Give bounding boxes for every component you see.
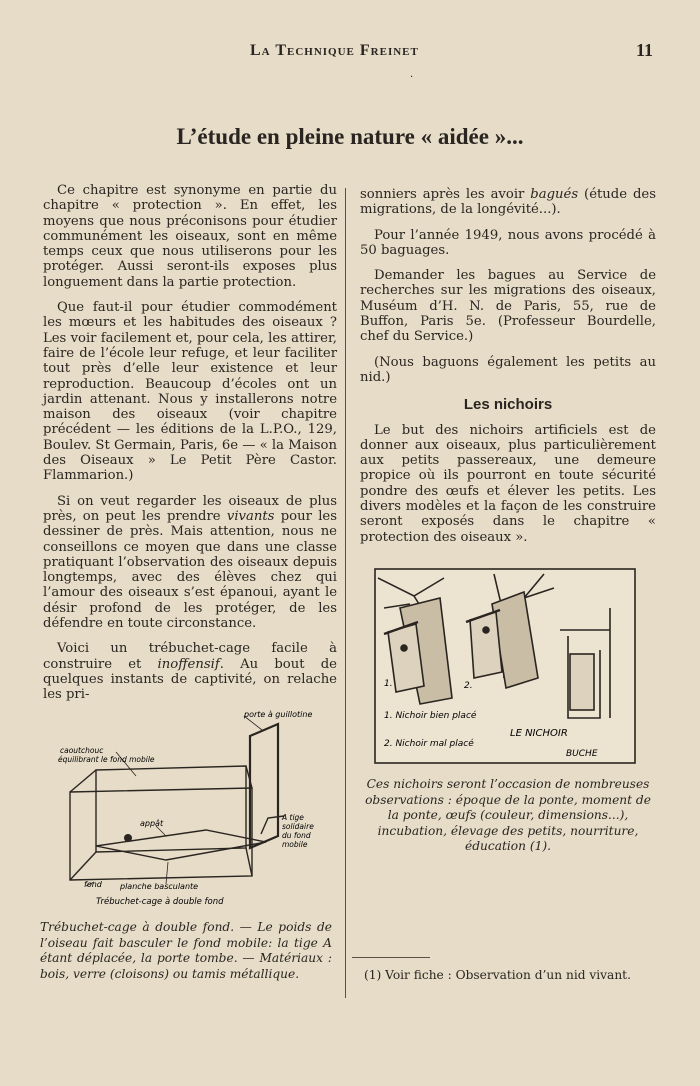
footnote-rule (352, 957, 430, 958)
figure-label: 1. (384, 679, 393, 689)
paragraph: Demander les bagues au Service de recherches sur les migrations des oiseaux, Muséum d’H. N. de Paris, 55, rue de Buffon, Paris 5e. (Professeur Bourdelle, chef du Service.) (360, 268, 656, 345)
figure-label: LE NICHOIR (510, 728, 568, 739)
figure-label: caoutchouc (60, 746, 104, 755)
emphasis: vivants (226, 508, 275, 524)
figure-label: mobile (282, 840, 308, 849)
chapter-title: L’étude en pleine nature « aidée »... (176, 124, 524, 149)
emphasis: bagués (530, 187, 579, 202)
text-run: Voici un trébuchet-cage facile à construire et (43, 641, 337, 672)
right-column (360, 187, 656, 555)
figure-label: A tige (282, 813, 304, 822)
text-run: . Au bout de quelques instants de captivité, on relache les pri- (43, 656, 337, 703)
paragraph (43, 641, 337, 702)
section-heading: Les nichoirs (463, 396, 553, 414)
page-number: 11 (636, 40, 654, 60)
figure-label: du fond (282, 831, 311, 840)
paragraph: (Nous baguons également les petits au nid.) (360, 354, 656, 385)
paragraph (43, 494, 337, 632)
figure-label: 2. Nichoir mal placé (384, 739, 474, 749)
trap-cage-illustration (56, 706, 324, 910)
figure-label: fond (84, 880, 102, 889)
figure-label: planche basculante (120, 882, 199, 891)
paragraph: Que faut-il pour étudier commodément les mœurs et les habitudes des oiseaux ? Les voir facilement et, pour cela, les attirer, faire de l’école leur refuge, et leur faciliter tout près d’elle leur existence et leur reproduction. Beaucoup d’écoles ont un jardin attenant. Nous y installerons notre maison des oiseaux (voir chapitre précédent — les éditions de la L.P.O., 129, Boulev. St Germain, Paris, 6e — « la Maison des Oiseaux » Le Petit Père Castor. Flammarion.) (43, 300, 337, 484)
text-run: sonniers après les avoir (360, 187, 531, 202)
figure-signature: Trébuchet-cage à double fond (96, 897, 224, 907)
figure-caption: Trébuchet-cage à double fond. — Le poids de l’oiseau fait basculer le fond mobile: la tige A étant déplacée, la porte tombe. — Matériaux : bois, verre (cloisons) ou tamis métallique. (40, 920, 332, 981)
figure-label: 2. (464, 681, 473, 691)
paragraph: Ce chapitre est synonyme en partie du chapitre « protection ». En effet, les moyens que nous préconisons pour étudier communément les oiseaux, sont en même temps ceux que nous utiliserons pour les protéger. Aussi seront-ils exposes plus longuement dans la partie protection. (43, 183, 337, 290)
figure-caption: Ces nichoirs seront l’occasion de nombreuses observations : époque de la ponte, moment de la ponte, œufs (couleur, dimensions...), incubation, élevage des petits, nourriture, éducation (1). (365, 777, 651, 853)
figure-label: 1. Nichoir bien placé (384, 711, 477, 721)
text-run: (étude des migrations, de la longévité...). (360, 187, 656, 218)
emphasis: inoffensif (157, 656, 220, 672)
footnote: (1) Voir fiche : Observation d’un nid vivant. (364, 968, 631, 982)
figure-label: porte à guillotine (244, 710, 313, 719)
figure-label: solidaire (282, 822, 314, 831)
figure-label: équilibrant le fond mobile (58, 755, 155, 764)
left-column (43, 183, 337, 713)
figure-label: appât (140, 819, 164, 828)
text-run: Si on veut regarder les oiseaux de plus près, on peut les prendre (43, 493, 337, 524)
figure-label: BUCHE (566, 749, 598, 759)
nest-box-illustration (374, 568, 636, 764)
paragraph (360, 187, 656, 218)
text-run: pour les dessiner de près. Mais attention, nous ne conseillons ce moyen que dans une classe pratiquant l’observation des oiseaux depuis longtemps, avec des élèves chez qui l’amour des oiseaux s’est épanoui, ayant le désir profond de les protéger, de les défendre en toute circonstance. (43, 508, 337, 632)
paragraph: Le but des nichoirs artificiels est de donner aux oiseaux, plus particulièrement aux petits passereaux, une demeure propice où ils pourront en toute sécurité pondre des œufs et élever les petits. Les divers modèles et la façon de les construire seront exposés dans le chapitre « protection des oiseaux ». (360, 422, 656, 545)
column-divider (345, 188, 346, 998)
print-speck: · (410, 72, 414, 83)
running-title: La Technique Freinet (250, 42, 419, 59)
paragraph: Pour l’année 1949, nous avons procédé à 50 baguages. (360, 227, 656, 258)
